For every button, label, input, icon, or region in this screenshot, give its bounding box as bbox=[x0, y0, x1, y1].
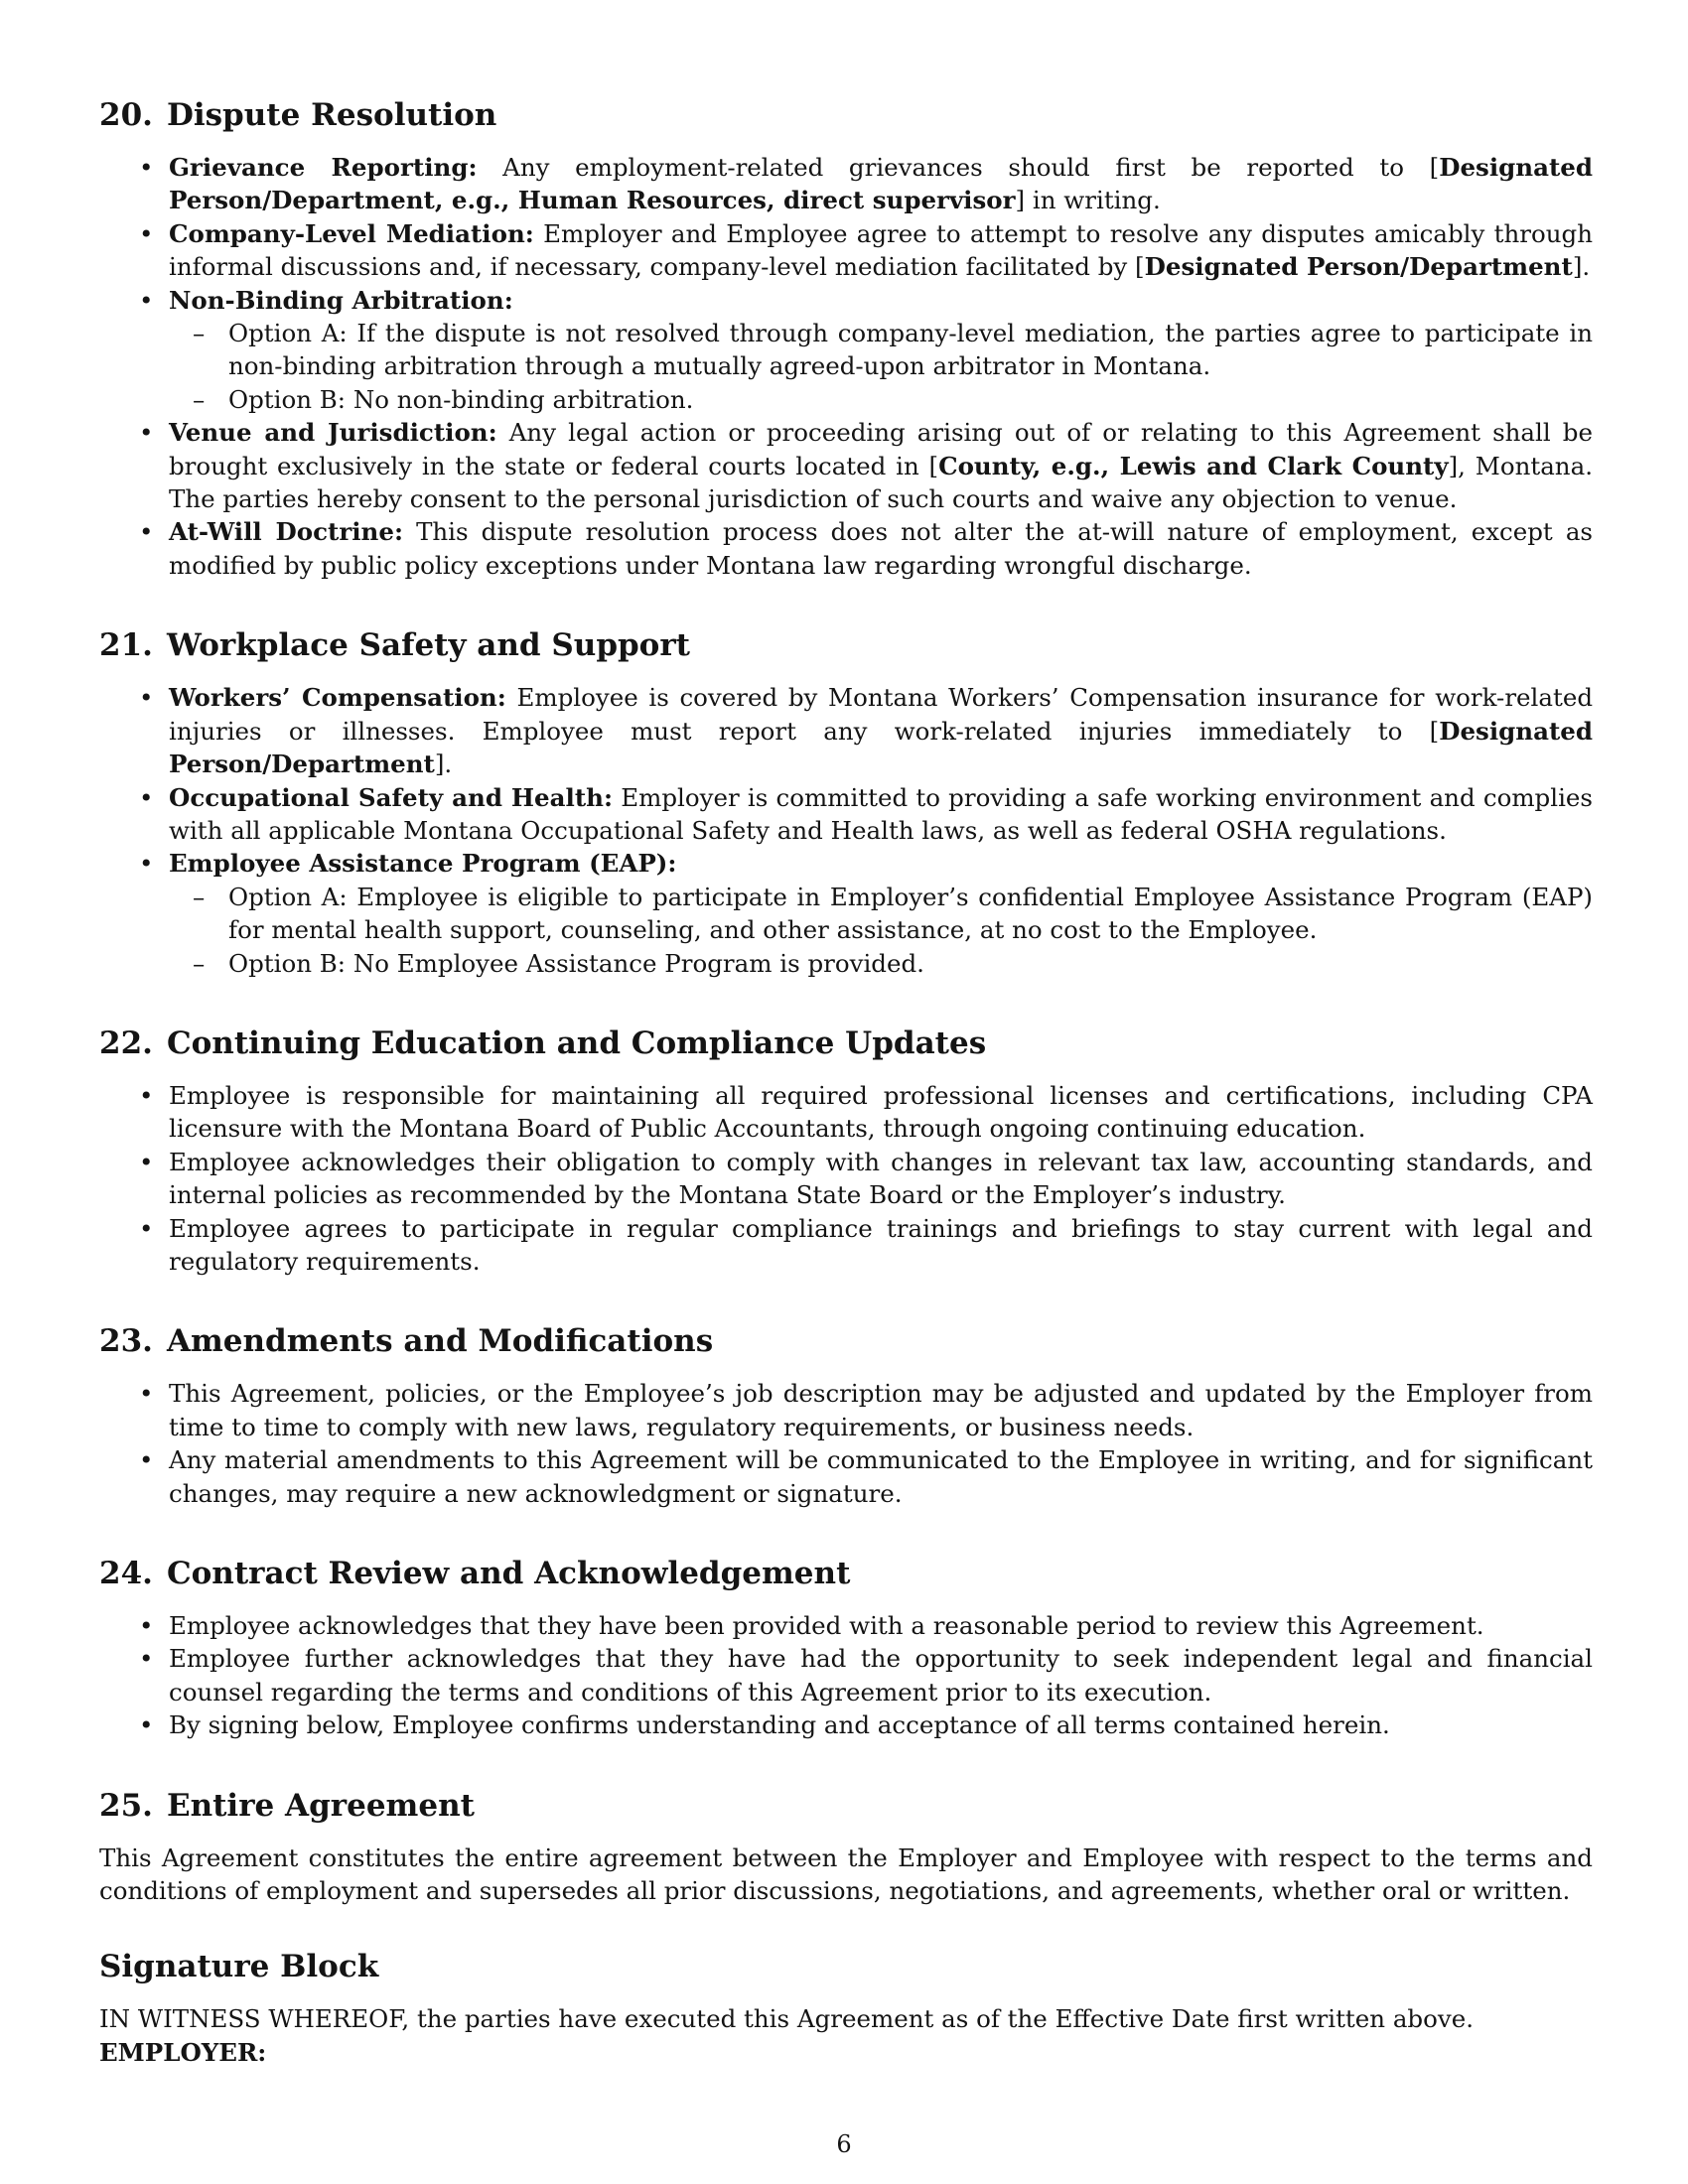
list-item-workers-compensation bbox=[99, 681, 1593, 780]
item-text: Employer and Employee agree to attempt to resolve any disputes amicably through informal discussions and, if necessary, company-level mediation facilitated by [ bbox=[169, 218, 1593, 282]
sub-item-option-a: – Option A: Employee is eligible to participate in Employer’s confidential Employee Assistance Program (EAP) for mental health support, counseling, and other assistance, at no cost to the Employee. bbox=[169, 881, 1593, 947]
section-title: Amendments and Modifications bbox=[166, 1323, 714, 1360]
section-number: 24. bbox=[99, 1556, 153, 1591]
employer-label: EMPLOYER: bbox=[99, 2037, 267, 2067]
sub-list bbox=[169, 881, 1593, 980]
document-page bbox=[99, 95, 1593, 2113]
list-item: • Any material amendments to this Agreement will be communicated to the Employee in writing, and for significant changes, may require a new acknowledgment or signature. bbox=[99, 1443, 1593, 1510]
bullet-list bbox=[99, 681, 1593, 980]
item-text: Any employment-related grievances should first be reported to [ bbox=[477, 153, 1440, 182]
section-workplace-safety bbox=[99, 625, 1593, 980]
list-item-venue-jurisdiction bbox=[99, 416, 1593, 515]
item-text: This dispute resolution process does not alter the at-will nature of employment, except as modified by public policy exceptions under Montana law regarding wrongful discharge. bbox=[169, 517, 1593, 580]
section-continuing-education bbox=[99, 1024, 1593, 1278]
item-text: ] in writing. bbox=[1015, 186, 1161, 215]
list-item: • This Agreement, policies, or the Employee’s job description may be adjusted and updated by the Employer from time to time to comply with new laws, regulatory requirements, or business needs. bbox=[99, 1377, 1593, 1443]
sub-list bbox=[169, 317, 1593, 416]
item-text: Employee is covered by Montana Workers’ Compensation insurance for work-related injuries or illnesses. Employee must report any work-related injuries immediately to [ bbox=[169, 683, 1594, 746]
section-title: Workplace Safety and Support bbox=[166, 627, 690, 664]
list-item-occupational-safety bbox=[99, 781, 1593, 848]
section-number: 21. bbox=[99, 627, 153, 664]
section-heading bbox=[99, 1786, 1593, 1826]
bullet-list bbox=[99, 151, 1593, 582]
item-label: Employee Assistance Program (EAP): bbox=[169, 849, 677, 879]
placeholder-text: Designated Person/Department bbox=[169, 716, 1593, 779]
bullet-list bbox=[99, 1079, 1593, 1278]
list-item: • Employee acknowledges their obligation to comply with changes in relevant tax law, accounting standards, and internal policies as recommended by the Montana State Board or the Employer’s industry. bbox=[99, 1146, 1593, 1212]
item-label: Non-Binding Arbitration: bbox=[169, 285, 513, 315]
item-label: Company-Level Mediation: bbox=[169, 218, 534, 248]
section-title: Dispute Resolution bbox=[166, 97, 497, 133]
section-heading bbox=[99, 1554, 1593, 1593]
section-dispute-resolution bbox=[99, 95, 1593, 582]
section-number: 25. bbox=[99, 1787, 153, 1824]
item-text: ]. bbox=[434, 750, 453, 779]
section-title: Signature Block bbox=[99, 1949, 379, 1985]
section-title: Contract Review and Acknowledgement bbox=[166, 1556, 851, 1591]
bullet-list bbox=[99, 1609, 1593, 1742]
section-heading bbox=[99, 1024, 1593, 1063]
list-item: • By signing below, Employee confirms understanding and acceptance of all terms contained herein. bbox=[99, 1708, 1593, 1741]
list-item-grievance-reporting bbox=[99, 151, 1593, 217]
item-text: ], Montana. The parties hereby consent to the personal jurisdiction of such courts and waive any objection to venue. bbox=[169, 451, 1593, 514]
sub-item-option-b: – Option B: No Employee Assistance Program is provided. bbox=[169, 947, 1593, 980]
list-item-non-binding-arbitration bbox=[99, 284, 1593, 417]
list-item: • Employee agrees to participate in regular compliance trainings and briefings to stay current with legal and regulatory requirements. bbox=[99, 1212, 1593, 1279]
item-label: Workers’ Compensation: bbox=[169, 683, 506, 713]
item-text: Employer is committed to providing a safe working environment and complies with all applicable Montana Occupational Safety and Health laws, as well as federal OSHA regulations. bbox=[169, 782, 1593, 845]
sub-item-option-a: – Option A: If the dispute is not resolved through company-level mediation, the parties agree to participate in non-binding arbitration through a mutually agreed-upon arbitrator in Montana. bbox=[169, 317, 1593, 383]
sub-item-option-b: – Option B: No non-binding arbitration. bbox=[169, 383, 1593, 416]
list-item-eap bbox=[99, 847, 1593, 980]
item-label: Occupational Safety and Health: bbox=[169, 782, 613, 812]
section-number: 22. bbox=[99, 1024, 153, 1061]
list-item-company-mediation bbox=[99, 217, 1593, 284]
section-heading bbox=[99, 95, 1593, 135]
item-text: ]. bbox=[1572, 252, 1591, 282]
section-heading bbox=[99, 1321, 1593, 1361]
item-label: Grievance Reporting: bbox=[169, 153, 478, 182]
section-entire-agreement bbox=[99, 1786, 1593, 1908]
list-item: • Employee is responsible for maintaining all required professional licenses and certifications, including CPA licensure with the Montana Board of Public Accountants, through ongoing continuing education. bbox=[99, 1079, 1593, 1146]
page-number: 6 bbox=[836, 2130, 852, 2158]
section-title: Entire Agreement bbox=[166, 1787, 475, 1824]
placeholder-text: County, e.g., Lewis and Clark County bbox=[938, 451, 1449, 480]
section-number: 23. bbox=[99, 1323, 153, 1360]
list-item-at-will-doctrine bbox=[99, 515, 1593, 582]
signature-intro: IN WITNESS WHEREOF, the parties have executed this Agreement as of the Effective Date first written above. bbox=[99, 2004, 1474, 2034]
section-number: 20. bbox=[99, 97, 153, 133]
paragraph: This Agreement constitutes the entire agreement between the Employer and Employee with respect to the terms and conditions of employment and supersedes all prior discussions, negotiations, and agreements, whether oral or written. bbox=[99, 1843, 1593, 1906]
section-contract-review bbox=[99, 1554, 1593, 1742]
item-label: At-Will Doctrine: bbox=[169, 517, 404, 547]
section-title: Continuing Education and Compliance Updates bbox=[166, 1024, 987, 1061]
bullet-list bbox=[99, 1377, 1593, 1510]
section-signature-block bbox=[99, 1947, 1593, 2069]
list-item: • Employee further acknowledges that they have had the opportunity to seek independent legal and financial counsel regarding the terms and conditions of this Agreement prior to its execution. bbox=[99, 1642, 1593, 1708]
placeholder-text: Designated Person/Department bbox=[1144, 252, 1573, 282]
section-heading bbox=[99, 625, 1593, 665]
item-text: Any legal action or proceeding arising out of or relating to this Agreement shall be brought exclusively in the state or federal courts located in [ bbox=[169, 418, 1593, 480]
section-amendments bbox=[99, 1321, 1593, 1510]
placeholder-text: Designated Person/Department, e.g., Human Resources, direct supervisor bbox=[169, 153, 1594, 215]
list-item: • Employee acknowledges that they have been provided with a reasonable period to review this Agreement. bbox=[99, 1609, 1593, 1642]
item-label: Venue and Jurisdiction: bbox=[169, 418, 497, 448]
